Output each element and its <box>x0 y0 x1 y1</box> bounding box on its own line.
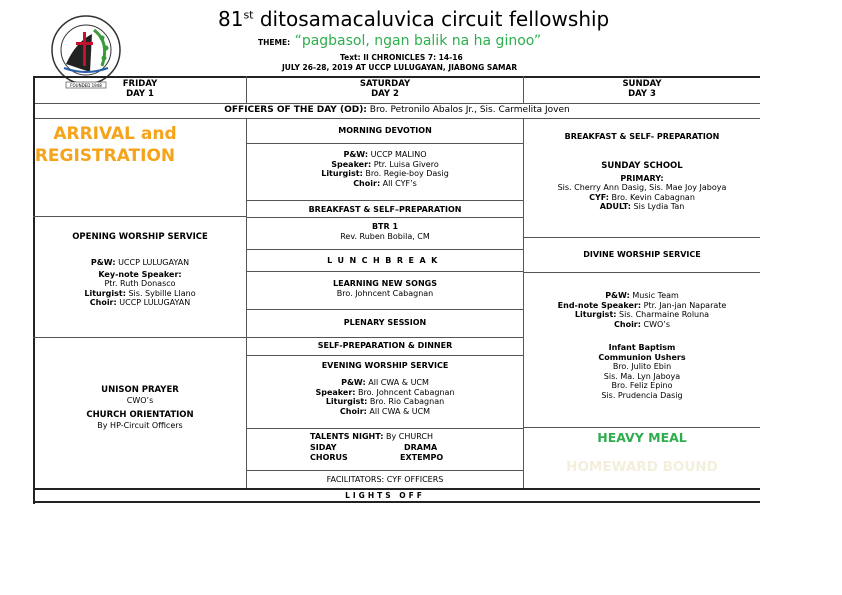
baptism-communion: Infant Baptism Communion Ushers Bro. Julito Ebin Sis. Ma. Lyn Jaboya Bro. Feliz Epino Sis. Prudencia Dasig <box>598 343 686 400</box>
sunday-rule-3 <box>523 427 760 428</box>
morning-devotion: MORNING DEVOTION <box>338 126 432 135</box>
saturday-rule-2 <box>246 200 523 201</box>
saturday-rule-8 <box>246 355 523 356</box>
homeward-bound: HOMEWARD BOUND <box>566 459 718 475</box>
page-title: 81st ditosamacaluvica circuit fellowship <box>218 7 610 31</box>
self-prep-dinner: SELF-PREPARATION & DINNER <box>317 341 453 350</box>
opening-worship-details: P&W: UCCP LULUGAYAN Key-note Speaker: Ptr. Ruth Donasco Liturgist: Sis. Sybille Llano Choir: UCCP LULUGAYAN <box>84 258 196 307</box>
sunday-rule-1 <box>523 237 760 238</box>
morning-devotion-details: P&W: UCCP MALINO Speaker: Ptr. Luisa Givero Liturgist: Bro. Regie-boy Dasig Choir: All CYF’s <box>321 150 449 188</box>
saturday-rule-10 <box>246 470 523 471</box>
learning-new-songs: LEARNING NEW SONGS Bro. Johncent Cabagnan <box>333 279 437 298</box>
evening-worship: EVENING WORSHIP SERVICE <box>321 361 449 370</box>
talents-night: TALENTS NIGHT: By CHURCH SIDAY DRAMA CHORUS EXTEMPO <box>310 432 444 462</box>
sunday-school: SUNDAY SCHOOL PRIMARY: Sis. Cherry Ann Dasig, Sis. Mae Joy Jaboya CYF: Bro. Kevin Cabagnan ADULT: Sis Lydia Tan <box>557 161 727 211</box>
unison-orientation: UNISON PRAYER CWO’s CHURCH ORIENTATION By HP-Circuit Officers <box>86 385 194 430</box>
event-dates: JULY 26-28, 2019 AT UCCP LULUGAYAN, JIABONG SAMAR <box>282 63 518 72</box>
scripture-text: Text: II CHRONICLES 7: 14-16 <box>340 53 463 62</box>
lights-off-top-rule <box>33 488 760 490</box>
arrival-registration: ARRIVAL and REGISTRATION <box>34 124 177 166</box>
saturday-rule-4 <box>246 249 523 250</box>
saturday-rule-5 <box>246 271 523 272</box>
sunday-rule-2 <box>523 272 760 273</box>
evening-worship-details: P&W: All CWA & UCM Speaker: Bro. Johncent Cabagnan Liturgist: Bro. Rio Cabagnan Choir: All CWA & UCM <box>315 378 455 416</box>
divine-worship-details: P&W: Music Team End-note Speaker: Ptr. Jan-jan Naparate Liturgist: Sis. Charmaine Roluna Choir: CWO’s <box>557 291 727 329</box>
opening-worship: OPENING WORSHIP SERVICE <box>72 232 208 242</box>
lights-off: LIGHTS OFF <box>345 491 425 500</box>
friday-rule-1 <box>33 216 246 217</box>
facilitators: FACILITATORS: CYF OFFICERS <box>326 475 444 484</box>
saturday-rule-9 <box>246 428 523 429</box>
table-top-border <box>33 76 760 78</box>
saturday-rule-6 <box>246 309 523 310</box>
day-header-rule <box>33 103 760 104</box>
saturday-rule-3 <box>246 217 523 218</box>
officers-of-the-day: OFFICERS OF THE DAY (OD): Bro. Petronilo Abalos Jr., Sis. Carmelita Joven <box>224 105 570 115</box>
svg-text:FOUNDED 1948: FOUNDED 1948 <box>70 83 102 88</box>
saturday-rule-1 <box>246 143 523 144</box>
friday-rule-2 <box>33 337 246 338</box>
saturday-rule-7 <box>246 337 523 338</box>
sunday-breakfast: BREAKFAST & SELF- PREPARATION <box>564 132 720 141</box>
saturday-breakfast: BREAKFAST & SELF–PREPARATION <box>308 205 462 214</box>
heavy-meal: HEAVY MEAL <box>597 430 687 445</box>
table-bottom-border <box>33 501 760 503</box>
btr-1: BTR 1 Rev. Ruben Bobila, CM <box>340 222 430 241</box>
plenary-session: PLENARY SESSION <box>343 318 427 327</box>
divine-worship: DIVINE WORSHIP SERVICE <box>583 250 701 259</box>
officers-rule <box>33 118 760 119</box>
day-header-friday: FRIDAY DAY 1 <box>122 79 158 99</box>
day-header-saturday: SATURDAY DAY 2 <box>359 79 411 99</box>
lunch-break: LUNCHBREAK <box>327 256 443 265</box>
church-logo <box>36 12 136 90</box>
theme-line: THEME: “pagbasol, ngan balik na ha ginoo” <box>258 33 542 49</box>
day-header-sunday: SUNDAY DAY 3 <box>622 79 662 99</box>
